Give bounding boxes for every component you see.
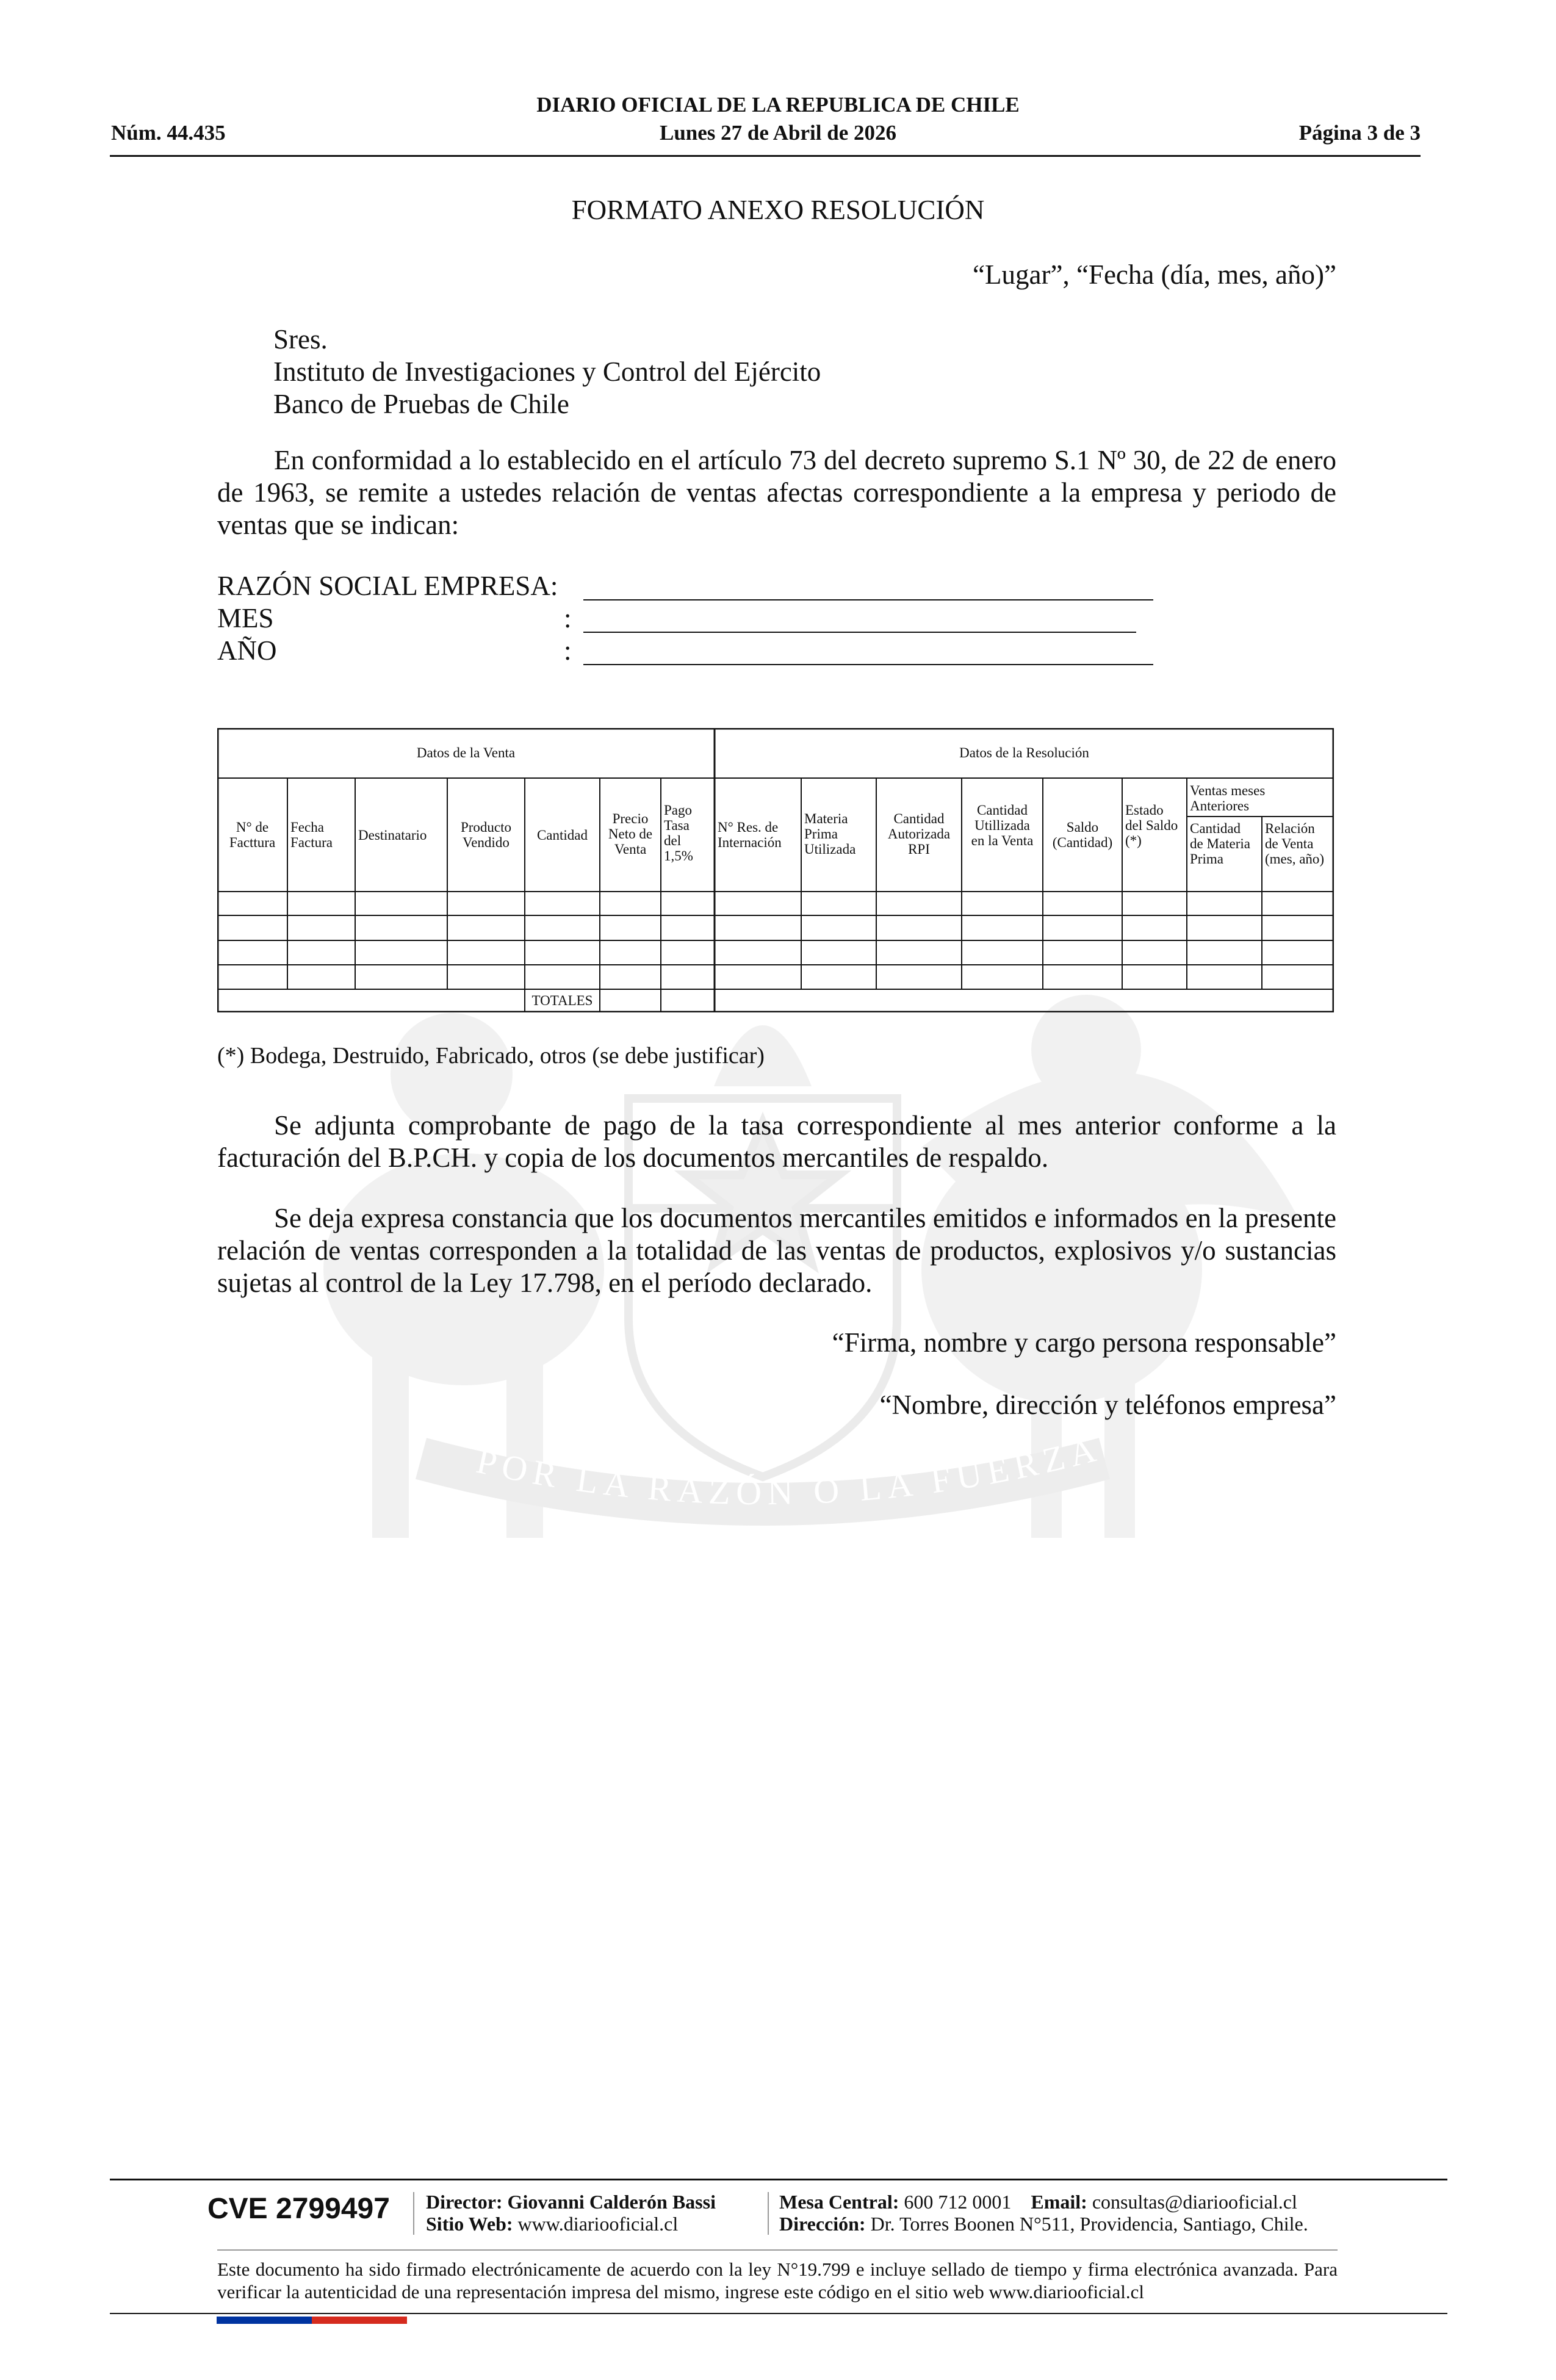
table-grid [217, 728, 1334, 1012]
field-label: AÑO [217, 635, 277, 666]
company-details-line: “Nombre, dirección y teléfonos empresa” [879, 1390, 1336, 1420]
col-authorized-quantity: Cantidad Autorizada RPI [887, 811, 951, 857]
issue-number: Núm. 44.435 [111, 121, 226, 145]
email-link[interactable]: consultas@diariooficial.cl [1092, 2191, 1297, 2213]
footer-director [426, 2191, 716, 2213]
blank-line [583, 632, 1136, 633]
director-name: Giovanni Calderón Bassi [507, 2191, 716, 2213]
electronic-signature-notice: Este documento ha sido firmado electrónicamente de acuerdo con la ley N°19.799 e incluye sellado de tiempo y firma electrónica avanzada. Para verificar la autenticidad de una representación impresa del mismo, ingrese este código en el sitio web www.diariooficial.cl [217, 2259, 1338, 2302]
cve-code: CVE 2799497 [207, 2193, 390, 2225]
col-net-price: Precio Neto de Venta [608, 811, 653, 857]
website-label: Sitio Web: [426, 2213, 513, 2235]
footer-separator [413, 2192, 414, 2235]
director-label: Director: [426, 2191, 503, 2213]
col-product-sold: Producto Vendido [460, 820, 512, 850]
col-recipient: Destinatario [358, 828, 427, 843]
footer-divider-bottom [110, 2313, 1447, 2314]
col-quantity: Cantidad [536, 828, 588, 843]
header-divider [110, 155, 1421, 157]
annex-title: FORMATO ANEXO RESOLUCIÓN [571, 195, 985, 225]
address-label: Dirección: [779, 2213, 866, 2235]
flag-stripe-red [312, 2317, 407, 2324]
field-label: MES [217, 603, 274, 633]
field-colon: : [564, 635, 572, 666]
group-header-sale: Datos de la Venta [416, 745, 516, 760]
col-invoice-date: Fecha Factura [290, 820, 333, 850]
col-resolution-number: N° Res. de Internación [718, 820, 782, 850]
blank-line [583, 599, 1153, 600]
issue-date: Lunes 27 de Abril de 2026 [660, 121, 896, 145]
phone-number: 600 712 0001 [904, 2191, 1012, 2213]
motto-text: POR LA RAZÓN O LA FUERZA [473, 1428, 1106, 1513]
field-colon: : [564, 603, 572, 633]
flag-stripe-blue [217, 2317, 312, 2324]
footer-address [779, 2213, 1308, 2235]
col-prior-quantity: Cantidad de Materia Prima [1190, 821, 1250, 867]
totals-label: TOTALES [531, 993, 593, 1008]
col-balance-status: Estado del Saldo (*) [1125, 802, 1178, 848]
blank-line [583, 664, 1153, 665]
footer-contact [779, 2191, 1297, 2213]
footer-divider-mid [217, 2249, 1338, 2251]
intro-paragraph: En conformidad a lo establecido en el artículo 73 del decreto supremo S.1 Nº 30, de 22 de enero de 1963, se remite a ustedes relación de ventas afectas correspondiente a la empresa y periodo de ventas que se indican: [217, 445, 1336, 540]
address-text: Dr. Torres Boonen N°511, Providencia, Santiago, Chile. [870, 2213, 1308, 2235]
col-balance: Saldo (Cantidad) [1052, 820, 1113, 850]
footer-separator [768, 2192, 769, 2235]
group-header-resolution: Datos de la Resolución [959, 745, 1089, 760]
addressee-line: Sres. [273, 324, 328, 355]
declaration-paragraph: Se deja expresa constancia que los documentos mercantiles emitidos e informados en la presente relación de ventas corresponden a la totalidad de las ventas de productos, explosivos y/o sustancias sujetas al control de la Ley 17.798, en el período declarado. [217, 1203, 1336, 1298]
signature-line: “Firma, nombre y cargo persona responsable” [832, 1327, 1336, 1358]
col-fee-paid: Pago Tasa del 1,5% [664, 802, 693, 864]
phone-label: Mesa Central: [779, 2191, 899, 2213]
footer-website [426, 2213, 678, 2235]
website-link[interactable]: www.diariooficial.cl [517, 2213, 679, 2235]
addressee-line: Instituto de Investigaciones y Control del Ejército [273, 356, 821, 387]
col-invoice-number: N° de Facttura [229, 820, 276, 850]
col-used-quantity: Cantidad Utillizada en la Venta [971, 802, 1034, 848]
col-raw-material: Materia Prima Utilizada [804, 811, 856, 857]
place-date-line: “Lugar”, “Fecha (día, mes, año)” [973, 259, 1336, 290]
email-label: Email: [1031, 2191, 1087, 2213]
balance-status-footnote: (*) Bodega, Destruido, Fabricado, otros (se debe justificar) [217, 1043, 765, 1069]
col-prior-ratio: Relación de Venta (mes, año) [1265, 821, 1325, 867]
page-indicator: Página 3 de 3 [1298, 121, 1421, 145]
addressee-line: Banco de Pruebas de Chile [273, 389, 569, 419]
sales-report-table [217, 728, 1334, 1012]
col-prior-sales: Ventas meses Anteriores [1190, 783, 1266, 813]
field-label: RAZÓN SOCIAL EMPRESA: [217, 571, 558, 601]
gazette-title: DIARIO OFICIAL DE LA REPUBLICA DE CHILE [536, 93, 1020, 117]
footer-divider-top [110, 2179, 1447, 2180]
addressee-block [273, 323, 821, 420]
attachment-paragraph: Se adjunta comprobante de pago de la tasa correspondiente al mes anterior conforme a la facturación del B.P.CH. y copia de los documentos mercantiles de respaldo. [217, 1110, 1336, 1173]
